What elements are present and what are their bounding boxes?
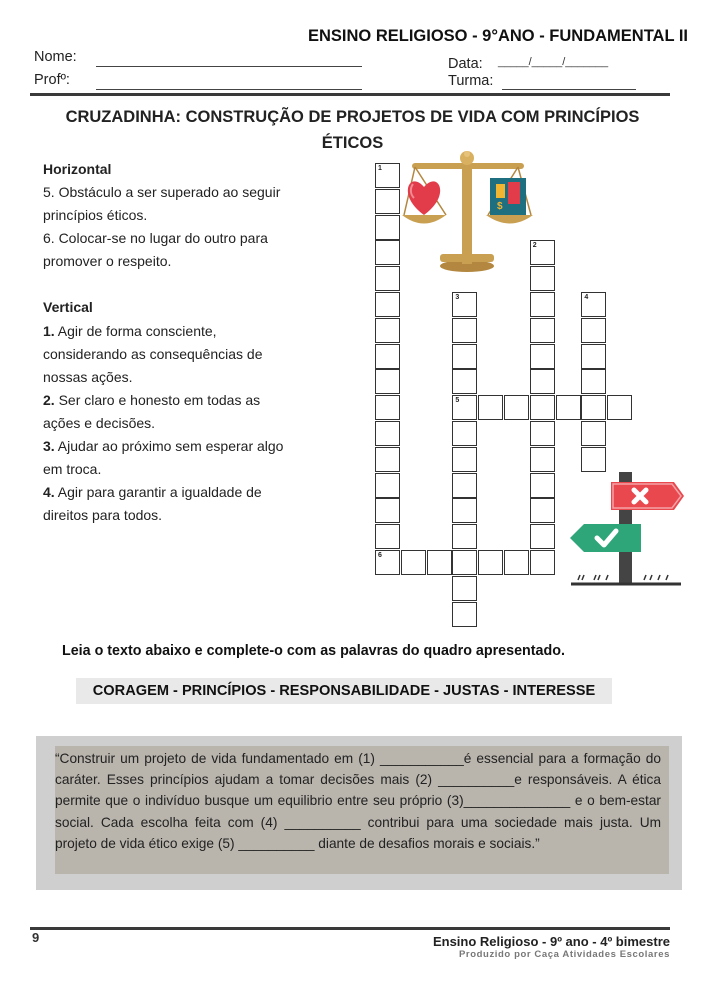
crossword-cell[interactable] (504, 550, 529, 575)
vertical-clue-line: ações e decisões. (43, 414, 156, 431)
crossword-cell[interactable] (375, 369, 400, 394)
crossword-cell[interactable] (478, 395, 503, 420)
crossword-cell[interactable] (530, 447, 555, 472)
crossword-cell[interactable] (375, 550, 400, 575)
crossword-cell[interactable] (530, 524, 555, 549)
clue-number: 5 (455, 397, 460, 405)
vertical-heading: Vertical (43, 299, 93, 316)
crossword-cell[interactable] (530, 318, 555, 343)
footer-divider (30, 927, 670, 930)
crossword-cell[interactable] (452, 524, 477, 549)
crossword-cell[interactable] (452, 318, 477, 343)
crossword-cell[interactable] (401, 550, 426, 575)
crossword-cell[interactable] (375, 240, 400, 265)
crossword-cell[interactable] (581, 395, 606, 420)
crossword-cell[interactable] (427, 550, 452, 575)
crossword-cell[interactable] (375, 344, 400, 369)
vertical-clue-line: 2. Ser claro e honesto em todas as (43, 391, 261, 408)
horizontal-clue-line: promover o respeito. (43, 253, 172, 270)
crossword-cell[interactable] (375, 189, 400, 214)
worksheet-header-title: ENSINO RELIGIOSO - 9°ANO - FUNDAMENTAL II (308, 27, 688, 45)
crossword-cell[interactable] (478, 550, 503, 575)
clue-number: 6 (378, 552, 382, 559)
crossword-cell[interactable] (375, 215, 400, 240)
crossword-cell[interactable] (607, 395, 632, 420)
crossword-cell[interactable] (530, 498, 555, 523)
vertical-clue-line: 4. Agir para garantir a igualdade de (43, 484, 262, 501)
vertical-clue-line: nossas ações. (43, 368, 133, 385)
crossword-cell[interactable] (452, 473, 477, 498)
svg-text:$: $ (497, 201, 503, 212)
clue-number: 3 (455, 294, 460, 301)
vertical-clue-line: considerando as consequências de (43, 345, 263, 362)
horizontal-clue-line: 6. Colocar-se no lugar do outro para (43, 230, 268, 247)
crossword-cell[interactable] (375, 318, 400, 343)
crossword-cell[interactable] (530, 550, 555, 575)
footer-credit: Produzido por Caça Atividades Escolares (459, 949, 670, 960)
crossword-cell[interactable] (375, 163, 400, 188)
crossword-cell[interactable] (452, 550, 477, 575)
crossword-cell[interactable] (530, 473, 555, 498)
crossword-cell[interactable] (375, 447, 400, 472)
vertical-clue-line: 3. Ajudar ao próximo sem esperar algo (43, 438, 284, 455)
horizontal-clue-line: princípios éticos. (43, 207, 148, 224)
date-field[interactable]: _____/_____/_______ (498, 56, 609, 68)
instruction-text: Leia o texto abaixo e complete-o com as palavras do quadro apresentado. (62, 643, 565, 659)
word-bank (76, 678, 612, 704)
crossword-cell[interactable] (375, 498, 400, 523)
crossword-cell[interactable] (581, 421, 606, 446)
crossword-cell[interactable] (556, 395, 581, 420)
crossword-cell[interactable] (530, 292, 555, 317)
crossword-cell[interactable] (530, 369, 555, 394)
crossword-cell[interactable] (530, 344, 555, 369)
crossword-cell[interactable] (530, 395, 555, 420)
crossword-cell[interactable] (581, 292, 606, 317)
crossword-cell[interactable] (581, 318, 606, 343)
crossword-cell[interactable] (452, 447, 477, 472)
vertical-clue-line: direitos para todos. (43, 507, 163, 524)
word-bank-text: CORAGEM - PRINCÍPIOS - RESPONSABILIDADE - JUSTAS - INTERESSE (92, 683, 596, 699)
vertical-clue-line: em troca. (43, 461, 102, 478)
clue-number: 2 (532, 242, 537, 250)
fill-in-passage: “Construir um projeto de vida fundamentado em (1) ___________é essencial para a formação do caráter. Esses princípios ajudam a tomar decisões mais (2) __________e responsáveis. A ética permite que o indivíduo busque um equilibrio entre seu próprio (3)______________ e o bem-estar social. Cada escolha feita com (4) __________ contribui para uma sociedade mais justa. Um projeto de vida ético exige (5) __________ diante de desafios morais e sociais.” (55, 751, 661, 851)
crossword-cell[interactable] (375, 395, 400, 420)
horizontal-clue-line: 5. Obstáculo a ser superado ao seguir (43, 184, 281, 201)
crossword-cell[interactable] (504, 395, 529, 420)
crossword-title-line2: ÉTICOS (321, 134, 384, 152)
teacher-label: Profº: (34, 72, 70, 88)
name-label: Nome: (34, 49, 77, 65)
crossword-cell[interactable] (375, 524, 400, 549)
crossword-cell[interactable] (452, 344, 477, 369)
signpost-icon (566, 468, 686, 590)
crossword-cell[interactable] (452, 395, 477, 420)
crossword-cell[interactable] (375, 266, 400, 291)
clue-number: 1 (378, 165, 382, 172)
crossword-cell[interactable] (581, 369, 606, 394)
page-number: 9 (32, 930, 40, 945)
crossword-cell[interactable] (375, 292, 400, 317)
crossword-cell[interactable] (452, 498, 477, 523)
horizontal-heading: Horizontal (43, 161, 112, 177)
footer-subject: Ensino Religioso - 9º ano - 4º bimestre (432, 934, 670, 949)
crossword-cell[interactable] (375, 473, 400, 498)
scale-of-justice-icon (400, 140, 535, 275)
crossword-title-line1: CRUZADINHA: CONSTRUÇÃO DE PROJETOS DE VIDA COM PRINCÍPIOS (65, 108, 640, 126)
crossword-cell[interactable] (452, 369, 477, 394)
vertical-clue-line: 1. Agir de forma consciente, (43, 322, 217, 339)
crossword-cell[interactable] (452, 292, 477, 317)
crossword-cell[interactable] (375, 421, 400, 446)
date-label: Data: (448, 56, 483, 72)
clue-number: 4 (584, 294, 589, 301)
class-label: Turma: (448, 73, 494, 89)
crossword-cell[interactable] (530, 421, 555, 446)
crossword-cell[interactable] (452, 421, 477, 446)
crossword-cell[interactable] (452, 576, 477, 601)
crossword-cell[interactable] (452, 602, 477, 627)
crossword-cell[interactable] (581, 344, 606, 369)
